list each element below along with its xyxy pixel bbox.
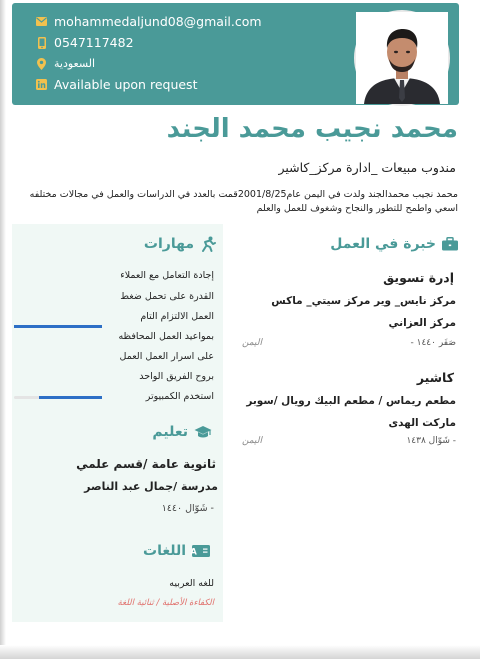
education-heading [152,424,212,440]
language-name: للغه العربيه [169,578,214,589]
job-location: اليمن [242,338,263,348]
skill-level-bar [14,396,102,399]
email-text: mohammedaljund08@gmail.com [54,14,262,29]
contact-info [36,11,262,95]
skills-icon [200,236,216,252]
contact-linkedin [36,74,262,95]
skill-item: العمل الالتزام التام [140,311,214,322]
job-title: إدرة تسويق [383,270,454,285]
graduation-cap-icon [194,425,212,439]
skill-level-fill [14,325,102,328]
skills-heading [144,236,216,252]
header-banner [12,3,459,105]
profile-photo [354,10,450,106]
skill-item: إجادة التعامل مع العملاء [120,270,214,281]
skill-item: على اسرار العمل العمل [119,351,214,362]
phone-icon [36,36,47,49]
contact-location [36,53,262,74]
skill-item: القدرة على تحمل ضغط [120,291,214,302]
experience-heading-text: خبرة في العمل [330,236,436,252]
phone-text: 0547117482 [54,35,134,50]
skill-item: استخدم الكمبيوتر [145,391,214,402]
skill-item: بمواعيد العمل المحافظه [118,331,214,342]
skill-level-fill [39,396,102,399]
languages-icon [192,545,210,557]
location-text: السعودية [54,57,96,70]
education-date: - شَوّال ١٤٤٠ [161,503,214,514]
job-company: مركز نايس_ وير مركز سيتي_ ماكس مركز العزاني [271,295,456,329]
skills-heading-text: مهارات [143,236,194,252]
job-date: صَفَر ١٤٤٠ - [410,338,456,348]
page-edge [0,0,6,659]
education-school: مدرسة /جمال عبد الناصر [84,480,218,493]
sidebar-panel [12,224,223,622]
job-date: - شَوّال ١٤٣٨ [406,436,456,446]
profile-summary: محمد نجيب محمدالجند ولدت في اليمن عام2001/8/25قمت بالعدد في الدراسات والعمل في مجالات مختلفه اسعي واطمح للتطور والنجاح وشغوف للعمل والعلم [29,189,458,214]
linkedin-text: Available upon request [54,77,198,92]
education-degree: ثانوية عامة /قسم علمي [76,457,216,471]
svg-text:A: A [190,547,197,558]
languages-heading-text: اللغات [143,543,186,559]
briefcase-icon [442,237,458,251]
skill-level-bar [14,325,102,328]
experience-heading [330,236,458,252]
email-icon [36,15,47,28]
job-role: مندوب مبيعات _ادارة مركز_كاشير [278,160,456,175]
contact-email [36,11,262,32]
education-heading-text: تعليم [152,424,188,440]
contact-phone [36,32,262,53]
linkedin-icon [36,78,47,91]
skill-item: بروح الفريق الواحد [139,371,214,382]
language-level: الكفاءة الأصلية / ثنائية اللغة [117,598,214,608]
job-title: كاشير [416,370,454,385]
job-location: اليمن [242,436,263,446]
page-bottom-edge [0,645,480,659]
location-pin-icon [36,57,47,70]
full-name: محمد نجيب محمد الجند [166,114,458,144]
job-company: مطعم ريماس / مطعم البيك رويال /سوبر ماركت الهدى [246,395,456,429]
languages-heading [143,543,210,559]
